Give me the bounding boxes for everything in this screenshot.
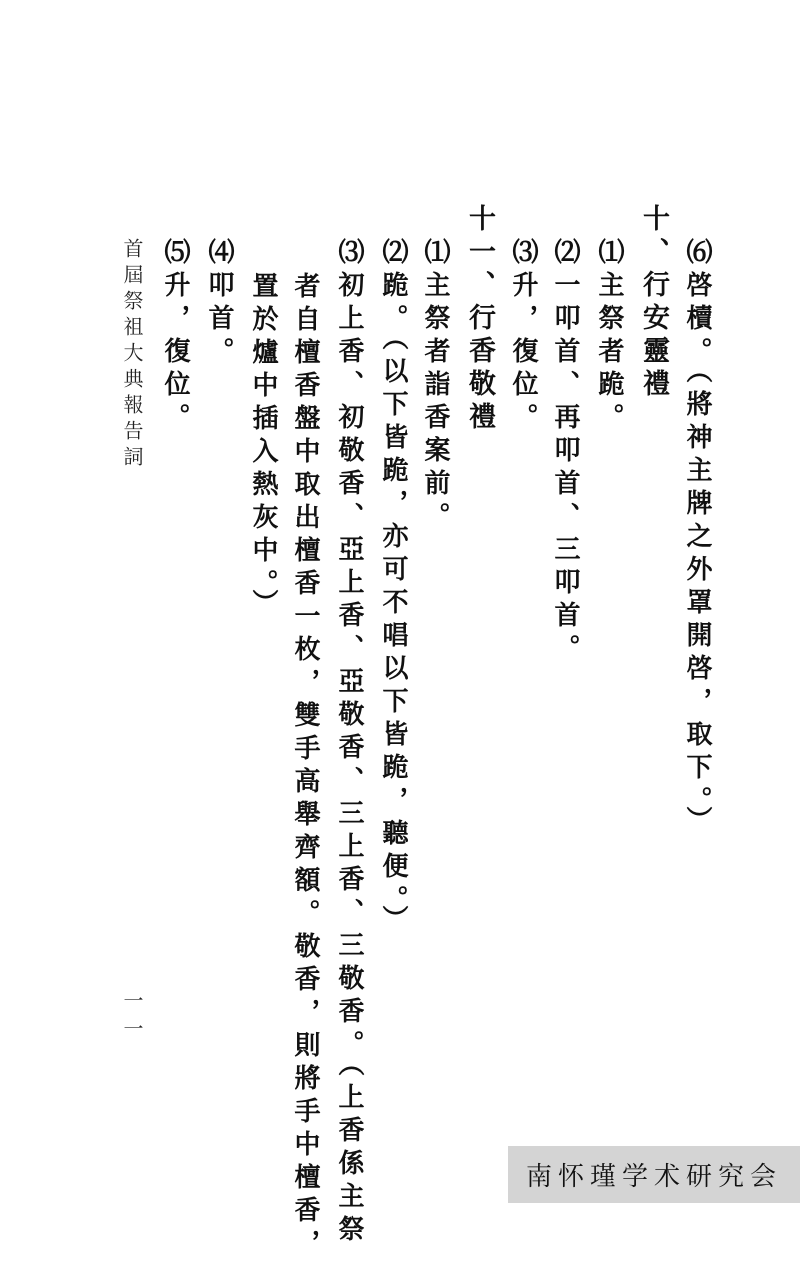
text-column-12: ⑷叩首。 [204,238,234,370]
page-number: 一一 [120,990,144,1046]
section-heading-10: 十、行安靈禮 [638,204,669,402]
section-heading-11: 十一、行香敬禮 [464,204,495,435]
text-column-10: 者自檀香盤中取出檀香一枚，雙手高舉齊額。敬香，則將手中檀香， [290,272,320,1262]
text-column-8: ⑵跪。（以下皆跪，亦可不唱以下皆跪，聽便。） [378,238,408,938]
text-column-3: ⑴主祭者跪。 [594,238,624,436]
text-column-4: ⑵一叩首、再叩首、三叩首。 [550,238,580,667]
text-column-5: ⑶升，復位。 [508,238,538,436]
text-column-1: ⑹啓櫝。（將神主牌之外罩開啓，取下。） [682,238,712,839]
text-column-11: 置於爐中插入熱灰中。） [248,272,278,622]
running-title: 首屆祭祖大典報告詞 [120,238,144,472]
text-column-9: ⑶初上香、初敬香、亞上香、亞敬香、三上香、三敬香。（上香係主祭 [334,238,364,1248]
text-column-7: ⑴主祭者詣香案前。 [420,238,450,535]
text-column-13: ⑸升，復位。 [160,238,190,436]
watermark-banner: 南怀瑾学术研究会 [508,1146,800,1203]
